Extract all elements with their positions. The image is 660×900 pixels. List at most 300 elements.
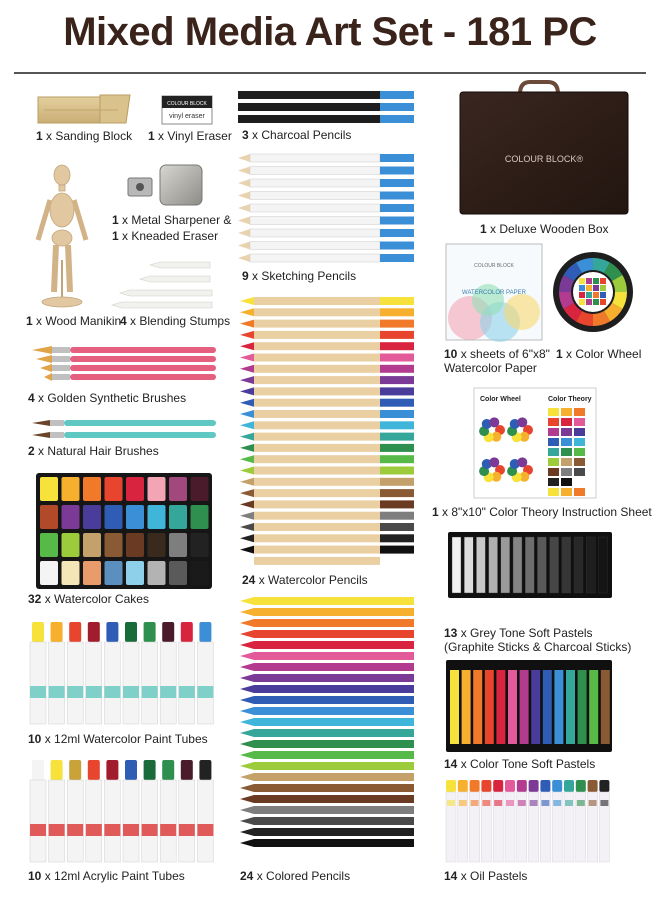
watercolor-pencil bbox=[254, 433, 380, 441]
pencil-point bbox=[238, 242, 250, 250]
colored-pencil bbox=[254, 685, 414, 693]
paper-brand: COLOUR BLOCK bbox=[474, 263, 514, 269]
sketching-pencil bbox=[250, 167, 380, 175]
label-wooden-box: 1 x Deluxe Wooden Box bbox=[480, 222, 609, 236]
brush-head bbox=[32, 420, 50, 426]
label-kneaded-eraser: 1 x Kneaded Eraser bbox=[112, 229, 219, 243]
tube-band bbox=[67, 824, 83, 836]
watercolor-pencil bbox=[254, 354, 380, 362]
watercolor-pencil bbox=[254, 308, 380, 316]
tube-band bbox=[30, 824, 46, 836]
oil-pastel-tip bbox=[446, 780, 456, 792]
label-blending-stumps: 4 x Blending Stumps bbox=[120, 314, 231, 328]
watercolor-pencil bbox=[254, 444, 380, 452]
oil-pastel-tip bbox=[564, 780, 574, 792]
pencil-point bbox=[238, 179, 250, 187]
oil-pastel-tip bbox=[481, 780, 491, 792]
paint-tube bbox=[30, 780, 46, 862]
brush-head bbox=[32, 346, 52, 354]
watercolor-paper-image bbox=[446, 244, 542, 342]
sheet-swatch bbox=[561, 418, 572, 426]
tube-band bbox=[197, 686, 213, 698]
oil-pastel-band bbox=[530, 800, 538, 806]
pencil-point bbox=[240, 433, 254, 441]
sheet-swatch bbox=[574, 428, 585, 436]
label-wood-manikin: 1 x Wood Manikin bbox=[26, 314, 122, 328]
oil-pastel-band bbox=[459, 800, 467, 806]
wheel-swatch bbox=[600, 292, 606, 298]
brush-handle bbox=[64, 420, 216, 426]
paint-tube bbox=[142, 780, 158, 862]
pencil-end bbox=[380, 523, 414, 531]
color-pastel bbox=[450, 670, 459, 744]
paint-tube bbox=[197, 780, 213, 862]
colored-pencil bbox=[254, 619, 414, 627]
pencil-point bbox=[240, 597, 254, 605]
sheet-swatch bbox=[561, 438, 572, 446]
colored-pencil bbox=[254, 696, 414, 704]
sheet-swatch bbox=[548, 478, 559, 486]
color-pastel bbox=[462, 670, 471, 744]
eraser-brand-text: COLOUR BLOCK bbox=[167, 101, 207, 107]
tube-cap bbox=[32, 622, 44, 642]
oil-pastel-band bbox=[589, 800, 597, 806]
pencil-point bbox=[240, 376, 254, 384]
oil-pastel-tip bbox=[505, 780, 515, 792]
pencil-point bbox=[240, 707, 254, 715]
tube-cap bbox=[51, 622, 63, 642]
oil-pastel-band bbox=[553, 800, 561, 806]
sheet-swatch bbox=[561, 428, 572, 436]
watercolor-cake bbox=[83, 477, 101, 501]
eraser-vinyl-text: vinyl eraser bbox=[169, 113, 205, 120]
watercolor-cake bbox=[40, 533, 58, 557]
tube-band bbox=[49, 824, 65, 836]
watercolor-cake bbox=[169, 561, 187, 585]
watercolor-cake bbox=[191, 533, 209, 557]
tube-band bbox=[104, 686, 120, 698]
sheet-swatch bbox=[574, 448, 585, 456]
grey-pastel bbox=[489, 537, 498, 593]
watercolor-cakes-image bbox=[36, 473, 212, 589]
watercolor-pencil bbox=[254, 399, 380, 407]
paint-tube bbox=[86, 642, 102, 724]
pencil-point bbox=[238, 229, 250, 237]
label-vinyl-eraser: 1 x Vinyl Eraser bbox=[148, 129, 232, 143]
color-pastel bbox=[543, 670, 552, 744]
pencil-end bbox=[380, 229, 414, 237]
wheel-swatch bbox=[600, 285, 606, 291]
grey-pastel bbox=[586, 537, 595, 593]
pencil-end bbox=[380, 421, 414, 429]
colored-pencil bbox=[254, 641, 414, 649]
watercolor-cake bbox=[126, 561, 144, 585]
watercolor-cake bbox=[62, 505, 80, 529]
paint-tube bbox=[197, 642, 213, 724]
colored-pencil bbox=[254, 663, 414, 671]
paint-tube bbox=[30, 642, 46, 724]
wheel-swatch bbox=[600, 299, 606, 305]
sheet-swatch bbox=[574, 458, 585, 466]
watercolor-cake bbox=[191, 477, 209, 501]
pencil-point bbox=[240, 399, 254, 407]
sheet-swatch bbox=[561, 408, 572, 416]
pencil-end bbox=[380, 254, 414, 262]
pencil-point bbox=[240, 308, 254, 316]
brush-handle bbox=[70, 356, 216, 362]
pencil-end bbox=[380, 242, 414, 250]
grey-pastel bbox=[562, 537, 571, 593]
label-watercolor-pencils: 24 x Watercolor Pencils bbox=[242, 573, 368, 587]
watercolor-cake bbox=[126, 505, 144, 529]
sheet-swatch bbox=[548, 488, 559, 496]
wheel-swatch bbox=[593, 285, 599, 291]
pencil-point bbox=[240, 421, 254, 429]
colored-pencil bbox=[254, 674, 414, 682]
colored-pencil bbox=[254, 729, 414, 737]
colored-pencil bbox=[254, 828, 414, 836]
oil-pastel-tip bbox=[599, 780, 609, 792]
watercolor-pencils-image bbox=[240, 297, 414, 565]
grey-pastel bbox=[574, 537, 583, 593]
watercolor-cake bbox=[191, 505, 209, 529]
label-grey-pastels: 13 x Grey Tone Soft Pastels bbox=[444, 626, 593, 640]
watercolor-cake bbox=[148, 561, 166, 585]
tube-band bbox=[160, 686, 176, 698]
watercolor-cake bbox=[40, 477, 58, 501]
oil-pastel-band bbox=[577, 800, 585, 806]
wooden-box-brand: COLOUR BLOCK® bbox=[504, 154, 584, 164]
page-title: Mixed Media Art Set - 181 PC bbox=[63, 10, 597, 54]
sheet-wheel-title: Color Wheel bbox=[480, 396, 521, 403]
paint-tube bbox=[49, 780, 65, 862]
oil-pastels-image bbox=[446, 780, 609, 862]
wooden-box-image bbox=[460, 82, 628, 214]
watercolor-cake bbox=[191, 561, 209, 585]
pencil-end bbox=[380, 204, 414, 212]
sheet-swatch bbox=[561, 488, 572, 496]
watercolor-pencil bbox=[254, 500, 380, 508]
oil-pastel-band bbox=[482, 800, 490, 806]
wheel-swatch bbox=[579, 285, 585, 291]
grey-pastel bbox=[550, 537, 559, 593]
watercolor-pencil bbox=[254, 467, 380, 475]
colored-pencil bbox=[254, 740, 414, 748]
tube-band bbox=[197, 824, 213, 836]
pencil-point bbox=[240, 828, 254, 836]
oil-pastel-band bbox=[506, 800, 514, 806]
pencil-point bbox=[240, 850, 254, 858]
tube-band bbox=[86, 686, 102, 698]
color-pastel bbox=[554, 670, 563, 744]
pencil-point bbox=[240, 806, 254, 814]
brush-ferrule bbox=[52, 365, 70, 371]
label-golden-brushes: 4 x Golden Synthetic Brushes bbox=[28, 391, 187, 405]
pencil-end bbox=[380, 500, 414, 508]
pencil-tip bbox=[380, 115, 414, 123]
pencil-point bbox=[240, 718, 254, 726]
watercolor-pencil bbox=[254, 512, 380, 520]
watercolor-cake bbox=[105, 561, 123, 585]
paint-tube bbox=[179, 780, 195, 862]
pencil-tip bbox=[380, 103, 414, 111]
tube-cap bbox=[199, 760, 211, 780]
wheel-swatch bbox=[579, 278, 585, 284]
paint-tube bbox=[123, 780, 139, 862]
colored-pencil bbox=[254, 597, 414, 605]
colored-pencil bbox=[254, 630, 414, 638]
sketching-pencil bbox=[250, 254, 380, 262]
paint-tube bbox=[104, 780, 120, 862]
sketching-pencil bbox=[250, 242, 380, 250]
tube-band bbox=[30, 686, 46, 698]
pencil-point bbox=[240, 630, 254, 638]
label-color-wheel: 1 x Color Wheel bbox=[556, 347, 642, 361]
grey-pastel bbox=[476, 537, 485, 593]
tube-band bbox=[104, 824, 120, 836]
pencil-end bbox=[380, 297, 414, 305]
pencil-end bbox=[380, 433, 414, 441]
label-colored-pencils: 24 x Colored Pencils bbox=[240, 869, 351, 883]
pencil-point bbox=[240, 467, 254, 475]
wheel-swatch bbox=[593, 292, 599, 298]
colored-pencil bbox=[254, 707, 414, 715]
watercolor-cake bbox=[40, 505, 58, 529]
tube-cap bbox=[69, 622, 81, 642]
pencil-point bbox=[240, 365, 254, 373]
watercolor-cake bbox=[83, 533, 101, 557]
label-sharpener: 1 x Metal Sharpener & bbox=[112, 213, 232, 227]
wheel-swatch bbox=[593, 278, 599, 284]
brush-ferrule bbox=[52, 347, 70, 353]
watercolor-cake bbox=[169, 477, 187, 501]
wheel-swatch bbox=[586, 285, 592, 291]
watercolor-cake bbox=[62, 477, 80, 501]
paint-tube bbox=[123, 642, 139, 724]
pencil-end bbox=[380, 342, 414, 350]
sheet-swatch bbox=[517, 457, 527, 467]
wood-manikin-image bbox=[38, 165, 86, 307]
watercolor-cake bbox=[83, 505, 101, 529]
pencil-point bbox=[240, 546, 254, 554]
color-pastel bbox=[578, 670, 587, 744]
wheel-swatch bbox=[593, 299, 599, 305]
wheel-swatch bbox=[600, 278, 606, 284]
oil-pastel-band bbox=[600, 800, 608, 806]
watercolor-cake bbox=[148, 477, 166, 501]
pencil-tip bbox=[380, 91, 414, 99]
tube-cap bbox=[106, 622, 118, 642]
colored-pencil bbox=[254, 784, 414, 792]
pencil-point bbox=[240, 652, 254, 660]
pencil-point bbox=[238, 154, 250, 162]
brush-ferrule bbox=[52, 356, 70, 362]
oil-pastel-tip bbox=[493, 780, 503, 792]
sheet-swatch bbox=[561, 468, 572, 476]
color-pastel bbox=[520, 670, 529, 744]
label-watercolor-paper-2: Watercolor Paper bbox=[444, 361, 537, 375]
sheet-swatch bbox=[561, 458, 572, 466]
pencil-point bbox=[240, 696, 254, 704]
wheel-swatch bbox=[586, 292, 592, 298]
tube-cap bbox=[106, 760, 118, 780]
paint-tube bbox=[49, 642, 65, 724]
colored-pencil bbox=[254, 795, 414, 803]
sheet-swatch bbox=[517, 417, 527, 427]
watercolor-cake bbox=[105, 533, 123, 557]
tube-band bbox=[160, 824, 176, 836]
label-sanding-block: 1 x Sanding Block bbox=[36, 129, 133, 143]
pencil-point bbox=[240, 489, 254, 497]
oil-pastel-band bbox=[494, 800, 502, 806]
colored-pencil bbox=[254, 718, 414, 726]
sanding-block-image bbox=[38, 95, 130, 123]
pencil-point bbox=[240, 410, 254, 418]
sheet-swatch bbox=[548, 428, 559, 436]
oil-pastel-band bbox=[471, 800, 479, 806]
label-acrylic-tubes: 10 x 12ml Acrylic Paint Tubes bbox=[28, 869, 185, 883]
watercolor-cake bbox=[148, 533, 166, 557]
paint-tube bbox=[142, 642, 158, 724]
color-pastel bbox=[566, 670, 575, 744]
paint-tube bbox=[160, 642, 176, 724]
label-watercolor-tubes: 10 x 12ml Watercolor Paint Tubes bbox=[28, 732, 208, 746]
pencil-end bbox=[380, 331, 414, 339]
watercolor-pencil bbox=[254, 546, 380, 554]
tube-band bbox=[123, 686, 139, 698]
brush-ferrule bbox=[50, 420, 64, 426]
pencil-point bbox=[240, 478, 254, 486]
pencil-end bbox=[380, 167, 414, 175]
color-pastel bbox=[473, 670, 482, 744]
pencil-end bbox=[380, 489, 414, 497]
pencil-point bbox=[240, 444, 254, 452]
oil-pastel-tip bbox=[470, 780, 480, 792]
pencil-point bbox=[240, 729, 254, 737]
paint-tube bbox=[86, 780, 102, 862]
oil-pastel-tip bbox=[517, 780, 527, 792]
grey-pastel bbox=[598, 537, 607, 593]
pencil-end bbox=[380, 444, 414, 452]
sheet-theory-title: Color Theory bbox=[548, 396, 592, 403]
tube-cap bbox=[199, 622, 211, 642]
pencil-point bbox=[240, 773, 254, 781]
watercolor-pencil bbox=[254, 557, 380, 565]
tube-band bbox=[67, 686, 83, 698]
pencil-end bbox=[380, 455, 414, 463]
pencil-point bbox=[240, 817, 254, 825]
grey-pastel bbox=[452, 537, 461, 593]
pencil-end bbox=[380, 320, 414, 328]
colored-pencil bbox=[254, 817, 414, 825]
pencil-end bbox=[380, 387, 414, 395]
label-watercolor-paper: 10 x sheets of 6"x8" bbox=[444, 347, 550, 361]
pencil-point bbox=[240, 751, 254, 759]
sketching-pencil bbox=[250, 179, 380, 187]
wheel-swatch bbox=[579, 292, 585, 298]
watercolor-pencil bbox=[254, 297, 380, 305]
tube-band bbox=[179, 686, 195, 698]
colored-pencil bbox=[254, 806, 414, 814]
wheel-swatch bbox=[586, 299, 592, 305]
wheel-swatch bbox=[586, 278, 592, 284]
sheet-swatch bbox=[548, 438, 559, 446]
sheet-swatch bbox=[548, 448, 559, 456]
label-sketching-pencils: 9 x Sketching Pencils bbox=[242, 269, 357, 283]
label-grey-pastels-2: (Graphite Sticks & Charcoal Sticks) bbox=[444, 640, 632, 654]
pencil-end bbox=[380, 365, 414, 373]
watercolor-pencil bbox=[254, 320, 380, 328]
color-pastel bbox=[485, 670, 494, 744]
watercolor-pencil bbox=[254, 331, 380, 339]
tube-band bbox=[179, 824, 195, 836]
watercolor-cake bbox=[105, 505, 123, 529]
tube-cap bbox=[32, 760, 44, 780]
colored-pencil bbox=[254, 608, 414, 616]
pencil-point bbox=[240, 784, 254, 792]
paper-title: WATERCOLOR PAPER bbox=[462, 290, 526, 296]
tube-cap bbox=[181, 760, 193, 780]
watercolor-cake bbox=[40, 561, 58, 585]
blending-stump bbox=[150, 262, 210, 268]
watercolor-pencil bbox=[254, 478, 380, 486]
wheel-swatch bbox=[579, 299, 585, 305]
pencil-end bbox=[380, 308, 414, 316]
tube-cap bbox=[162, 760, 174, 780]
sheet-swatch bbox=[548, 468, 559, 476]
blending-stump bbox=[120, 290, 212, 296]
watercolor-pencil bbox=[254, 365, 380, 373]
pencil-end bbox=[380, 354, 414, 362]
pencil-point bbox=[240, 685, 254, 693]
pencil-point bbox=[240, 534, 254, 542]
watercolor-pencil bbox=[254, 421, 380, 429]
sketching-pencil bbox=[250, 229, 380, 237]
pencil-end bbox=[380, 467, 414, 475]
watercolor-pencil bbox=[254, 376, 380, 384]
brush-ferrule bbox=[52, 374, 70, 380]
oil-pastel-band bbox=[565, 800, 573, 806]
pencil-point bbox=[240, 795, 254, 803]
tube-band bbox=[142, 686, 158, 698]
color-pastel bbox=[601, 670, 610, 744]
vinyl-eraser-image bbox=[162, 96, 212, 124]
color-pastel bbox=[496, 670, 505, 744]
brush-head bbox=[44, 373, 52, 381]
metal-sharpener-image bbox=[128, 178, 152, 196]
pencil-point bbox=[240, 641, 254, 649]
pencil-end bbox=[380, 410, 414, 418]
pencil-point bbox=[240, 619, 254, 627]
blending-stump bbox=[112, 302, 212, 308]
tube-cap bbox=[51, 760, 63, 780]
sketching-pencil bbox=[250, 192, 380, 200]
color-pastel bbox=[589, 670, 598, 744]
oil-pastel-tip bbox=[552, 780, 562, 792]
sheet-swatch bbox=[548, 418, 559, 426]
color-pastels-image bbox=[446, 660, 612, 752]
pencil-point bbox=[240, 674, 254, 682]
oil-pastel-band bbox=[518, 800, 526, 806]
pencil-point bbox=[238, 217, 250, 225]
label-watercolor-cakes: 32 x Watercolor Cakes bbox=[28, 592, 149, 606]
watercolor-cake bbox=[148, 505, 166, 529]
charcoal-pencils-image bbox=[238, 91, 414, 123]
tube-band bbox=[142, 824, 158, 836]
pencil-point bbox=[240, 354, 254, 362]
brush-handle bbox=[64, 432, 216, 438]
pencil-point bbox=[240, 663, 254, 671]
